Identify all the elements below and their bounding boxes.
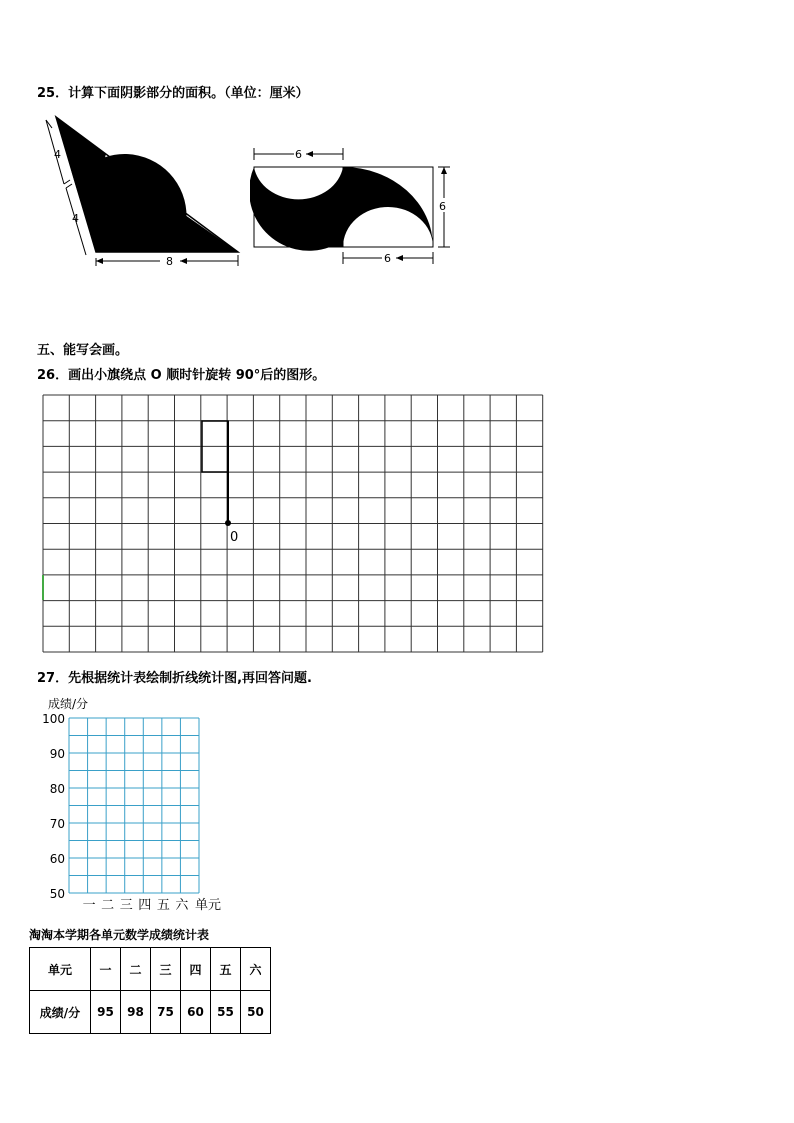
chart-ytick-label: 100: [42, 712, 65, 726]
table-header-row: [30, 948, 271, 991]
section5-title: 五、能写会画。: [37, 343, 129, 358]
chart-xtick-label: 二: [101, 898, 115, 913]
table-unit-1: 一: [91, 948, 121, 991]
table-score-4: 60: [181, 991, 211, 1034]
chart-ytick-label: 50: [49, 887, 65, 901]
chart-xtick-label: 六: [175, 898, 189, 913]
chart-ytick-label: 90: [49, 747, 65, 761]
q25-figure-rectangles: [250, 140, 460, 270]
fig1-left-bottom-label: 4: [72, 212, 79, 225]
table-unit-5: 五: [211, 948, 241, 991]
table-header-label: 单元: [30, 948, 91, 991]
table-score-label: 成绩/分: [30, 991, 91, 1034]
q27-line-chart: [38, 692, 238, 914]
fig2-right-label: 6: [439, 200, 446, 213]
table-score-5: 55: [211, 991, 241, 1034]
table-unit-4: 四: [181, 948, 211, 991]
chart-ytick-label: 80: [49, 782, 65, 796]
fig2-bottom-label: 6: [384, 252, 391, 265]
table-score-6: 50: [241, 991, 271, 1034]
table-score-row: [30, 991, 271, 1034]
q26-title: 26．画出小旗绕点 O 顺时针旋转 90°后的图形。: [37, 368, 326, 383]
chart-xlabel: 单元: [195, 898, 222, 913]
fig1-left-top-label: 4: [54, 148, 61, 161]
q25-title: 25．计算下面阴影部分的面积。（单位：厘米）: [37, 86, 309, 101]
fig2-top-label: 6: [295, 148, 302, 161]
table-score-3: 75: [151, 991, 181, 1034]
table-score-2: 98: [121, 991, 151, 1034]
q27-score-table: [29, 947, 271, 1034]
table-unit-2: 二: [121, 948, 151, 991]
point-o: [225, 520, 231, 526]
table-unit-6: 六: [241, 948, 271, 991]
chart-ylabel: 成绩/分: [48, 697, 89, 711]
q26-grid: [40, 392, 548, 656]
q27-title: 27．先根据统计表绘制折线统计图,再回答问题.: [37, 671, 312, 686]
chart-ytick-label: 60: [49, 852, 65, 866]
q27-table-caption: 淘淘本学期各单元数学成绩统计表: [29, 928, 210, 942]
chart-xtick-label: 五: [156, 898, 170, 913]
q25-figure-triangle: [40, 110, 250, 270]
fig1-bottom-label: 8: [166, 255, 173, 268]
chart-xtick-label: 一: [82, 898, 96, 913]
point-o-label: 0: [230, 530, 239, 545]
table-unit-3: 三: [151, 948, 181, 991]
chart-xtick-label: 三: [119, 898, 133, 913]
chart-xtick-label: 四: [138, 898, 152, 913]
chart-ytick-label: 70: [49, 817, 65, 831]
table-score-1: 95: [91, 991, 121, 1034]
